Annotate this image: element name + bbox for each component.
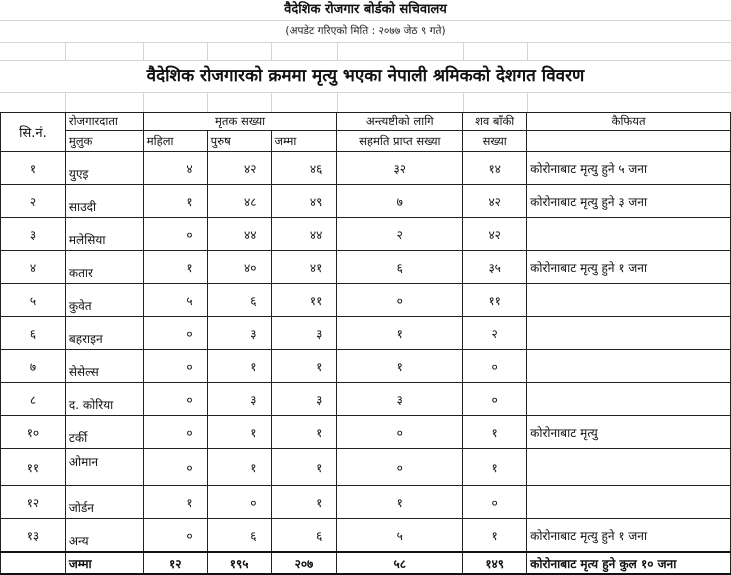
cell-serial: ८ bbox=[1, 383, 66, 416]
gridline bbox=[463, 42, 464, 60]
table-row bbox=[1, 383, 731, 416]
report-title: वैदेशिक रोजगारको क्रममा मृत्यु भएका नेपाली श्रमिकको देशगत विवरण bbox=[146, 66, 585, 86]
cell-remarks: कोरोनाबाट मृत्यु हुने ३ जना bbox=[527, 185, 731, 218]
col-header-female: महिला bbox=[143, 131, 207, 152]
cell-bodies: ४२ bbox=[463, 185, 527, 218]
cell-funeral: १ bbox=[337, 486, 463, 519]
cell-male: ६ bbox=[207, 519, 271, 553]
total-bodies: १४९ bbox=[463, 552, 527, 574]
cell-total: १ bbox=[271, 486, 337, 519]
cell-country: कुवेत bbox=[65, 284, 143, 317]
cell-remarks: कोरोनाबाट मृत्यु हुने १ जना bbox=[527, 519, 731, 553]
cell-funeral: १ bbox=[337, 317, 463, 350]
table-row bbox=[1, 185, 731, 218]
cell-remarks bbox=[527, 218, 731, 251]
table-row bbox=[1, 317, 731, 350]
col-header-funeral-bottom: सहमति प्राप्त सख्या bbox=[337, 131, 463, 152]
table-row bbox=[1, 251, 731, 284]
cell-funeral: ३ bbox=[337, 383, 463, 416]
cell-funeral: २ bbox=[337, 218, 463, 251]
cell-bodies: १४ bbox=[463, 152, 527, 185]
cell-total: १ bbox=[271, 449, 337, 486]
total-male: १९५ bbox=[207, 552, 271, 574]
cell-funeral: ० bbox=[337, 416, 463, 449]
cell-male: १ bbox=[207, 449, 271, 486]
cell-total: ४९ bbox=[271, 185, 337, 218]
gridline bbox=[527, 42, 528, 60]
cell-female: १ bbox=[143, 486, 207, 519]
table-row bbox=[1, 416, 731, 449]
cell-country: टर्की bbox=[65, 416, 143, 449]
cell-serial: १३ bbox=[1, 519, 66, 553]
cell-female: १ bbox=[143, 185, 207, 218]
cell-total: ४१ bbox=[271, 251, 337, 284]
cell-bodies: ० bbox=[463, 350, 527, 383]
cell-serial: ४ bbox=[1, 251, 66, 284]
gridline bbox=[0, 92, 731, 93]
cell-remarks: कोरोनाबाट मृत्यु हुने १ जना bbox=[527, 251, 731, 284]
gridline bbox=[65, 42, 66, 60]
cell-country: कतार bbox=[65, 251, 143, 284]
cell-bodies: ११ bbox=[463, 284, 527, 317]
col-header-male: पुरुष bbox=[207, 131, 271, 152]
totals-row bbox=[1, 552, 731, 574]
cell-male: ४४ bbox=[207, 218, 271, 251]
totals-label: जम्मा bbox=[65, 552, 143, 574]
col-header-country-top: रोजगारदाता bbox=[65, 113, 143, 131]
gridline bbox=[143, 92, 144, 112]
cell-funeral: १ bbox=[337, 350, 463, 383]
cell-serial: ६ bbox=[1, 317, 66, 350]
total-female: १२ bbox=[143, 552, 207, 574]
cell-country: साउदी bbox=[65, 185, 143, 218]
cell-remarks bbox=[527, 449, 731, 486]
col-header-remarks: कैफियत bbox=[527, 113, 731, 131]
cell-bodies: ० bbox=[463, 383, 527, 416]
cell-funeral: ७ bbox=[337, 185, 463, 218]
cell-total: ४६ bbox=[271, 152, 337, 185]
cell-female: ० bbox=[143, 383, 207, 416]
cell-serial: १० bbox=[1, 416, 66, 449]
cell-remarks bbox=[527, 486, 731, 519]
cell-remarks bbox=[527, 317, 731, 350]
cell-total: १ bbox=[271, 350, 337, 383]
table-row bbox=[1, 152, 731, 185]
cell-female: ० bbox=[143, 519, 207, 553]
cell-male: ६ bbox=[207, 284, 271, 317]
table-row bbox=[1, 284, 731, 317]
gridline bbox=[527, 92, 528, 112]
gridline bbox=[207, 42, 208, 60]
cell-female: ५ bbox=[143, 284, 207, 317]
cell-serial-blank bbox=[1, 552, 66, 574]
cell-country: मलेसिया bbox=[65, 218, 143, 251]
gridline bbox=[337, 92, 338, 112]
cell-female: ० bbox=[143, 218, 207, 251]
update-date-note: (अपडेट गरिएको मिति : २०७७ जेठ ९ गते) bbox=[285, 25, 446, 37]
col-header-country-bottom: मुलुक bbox=[65, 131, 143, 152]
cell-serial: ३ bbox=[1, 218, 66, 251]
cell-male: ० bbox=[207, 486, 271, 519]
total-remarks: कोरोनाबाट मृत्य हुने कुल १० जना bbox=[527, 552, 731, 574]
cell-funeral: ५ bbox=[337, 519, 463, 553]
col-header-total: जम्मा bbox=[271, 131, 337, 152]
header-row-1 bbox=[1, 113, 731, 131]
org-title: वैदेशिक रोजगार बोर्डको सचिवालय bbox=[284, 2, 447, 17]
cell-total: १ bbox=[271, 416, 337, 449]
table-row bbox=[1, 350, 731, 383]
gridline bbox=[207, 92, 208, 112]
cell-country: सेसेल्स bbox=[65, 350, 143, 383]
cell-male: १ bbox=[207, 416, 271, 449]
cell-bodies: २ bbox=[463, 317, 527, 350]
total-funeral: ५८ bbox=[337, 552, 463, 574]
cell-male: ३ bbox=[207, 317, 271, 350]
col-header-funeral-top: अन्त्यष्टीको लागि bbox=[337, 113, 463, 131]
cell-male: ४८ bbox=[207, 185, 271, 218]
cell-serial: ५ bbox=[1, 284, 66, 317]
cell-country: जोर्डन bbox=[65, 486, 143, 519]
col-header-serial: सि.नं. bbox=[1, 113, 66, 152]
cell-bodies: ३५ bbox=[463, 251, 527, 284]
table-row bbox=[1, 449, 731, 486]
cell-female: ४ bbox=[143, 152, 207, 185]
cell-female: ० bbox=[143, 317, 207, 350]
cell-country: द. कोरिया bbox=[65, 383, 143, 416]
cell-total: ११ bbox=[271, 284, 337, 317]
cell-female: ० bbox=[143, 449, 207, 486]
col-header-remarks-blank bbox=[527, 131, 731, 152]
cell-bodies: १ bbox=[463, 449, 527, 486]
total-total: २०७ bbox=[271, 552, 337, 574]
cell-remarks: कोरोनाबाट मृत्यु हुने ५ जना bbox=[527, 152, 731, 185]
cell-total: ३ bbox=[271, 383, 337, 416]
cell-male: ४२ bbox=[207, 152, 271, 185]
gridline bbox=[337, 42, 338, 60]
header-row-2 bbox=[1, 131, 731, 152]
cell-female: ० bbox=[143, 350, 207, 383]
gridline bbox=[65, 92, 66, 112]
cell-funeral: ० bbox=[337, 284, 463, 317]
cell-serial: ११ bbox=[1, 449, 66, 486]
cell-bodies: ४२ bbox=[463, 218, 527, 251]
cell-remarks bbox=[527, 284, 731, 317]
cell-bodies: ० bbox=[463, 486, 527, 519]
cell-total: ४४ bbox=[271, 218, 337, 251]
cell-serial: १ bbox=[1, 152, 66, 185]
col-header-bodies-top: शव बाँकी bbox=[463, 113, 527, 131]
cell-country: ओमान bbox=[65, 449, 143, 486]
gridline bbox=[143, 42, 144, 60]
gridline bbox=[0, 42, 731, 43]
table-row bbox=[1, 519, 731, 553]
cell-funeral: ३२ bbox=[337, 152, 463, 185]
cell-bodies: १ bbox=[463, 519, 527, 553]
cell-funeral: ६ bbox=[337, 251, 463, 284]
cell-country: युएइ bbox=[65, 152, 143, 185]
gridline bbox=[463, 92, 464, 112]
col-header-deceased-group: मृतक सख्या bbox=[143, 113, 337, 131]
cell-remarks bbox=[527, 383, 731, 416]
cell-male: ३ bbox=[207, 383, 271, 416]
cell-serial: ७ bbox=[1, 350, 66, 383]
cell-total: ६ bbox=[271, 519, 337, 553]
cell-total: ३ bbox=[271, 317, 337, 350]
table-row bbox=[1, 486, 731, 519]
cell-serial: १२ bbox=[1, 486, 66, 519]
cell-bodies: १ bbox=[463, 416, 527, 449]
gridline bbox=[271, 42, 272, 60]
col-header-bodies-bottom: सख्या bbox=[463, 131, 527, 152]
cell-male: १ bbox=[207, 350, 271, 383]
cell-serial: २ bbox=[1, 185, 66, 218]
cell-remarks bbox=[527, 350, 731, 383]
cell-country: बहराइन bbox=[65, 317, 143, 350]
deaths-by-country-table bbox=[0, 112, 731, 575]
cell-female: १ bbox=[143, 251, 207, 284]
gridline bbox=[271, 92, 272, 112]
table-row bbox=[1, 218, 731, 251]
cell-female: ० bbox=[143, 416, 207, 449]
cell-country: अन्य bbox=[65, 519, 143, 553]
cell-funeral: ० bbox=[337, 449, 463, 486]
cell-male: ४० bbox=[207, 251, 271, 284]
cell-remarks: कोरोनाबाट मृत्यु bbox=[527, 416, 731, 449]
